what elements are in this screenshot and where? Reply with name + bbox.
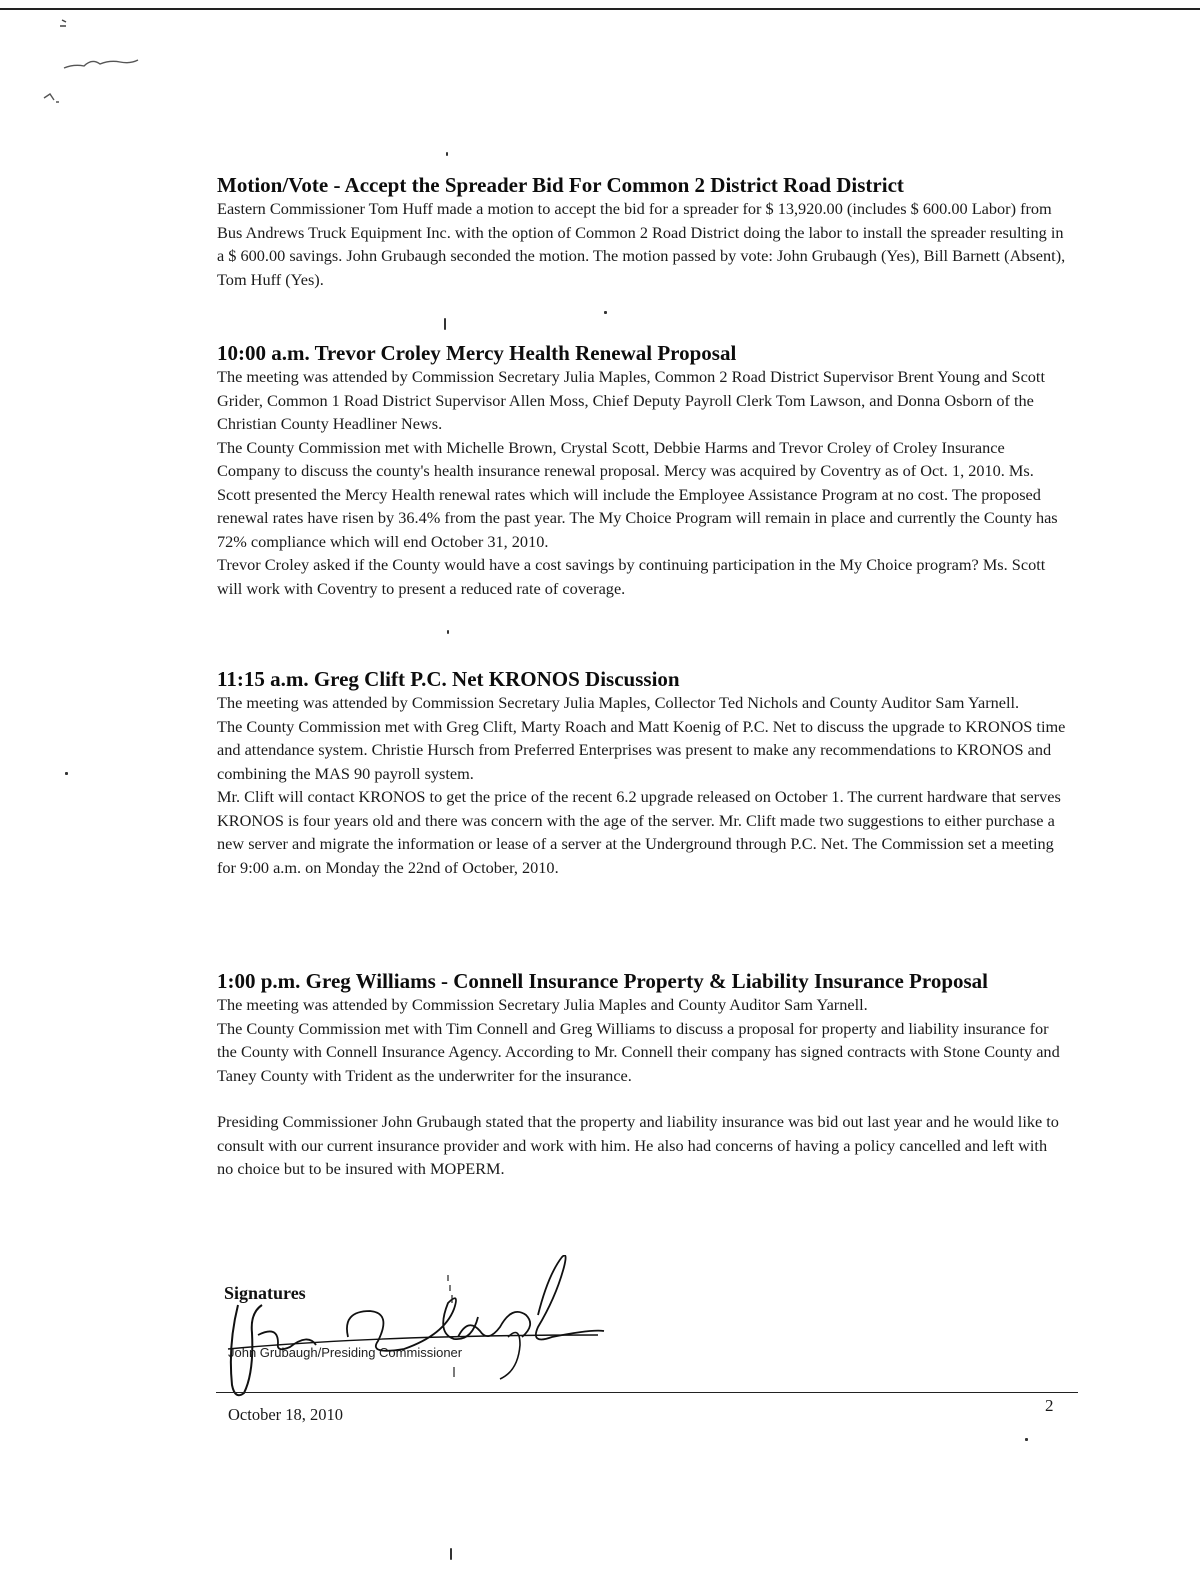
section-paragraph: The County Commission met with Greg Clift, Marty Roach and Matt Koenig of P.C. Net to discuss the upgrade to KRONOS time and attendance system. Christie Hursch from Preferred Enterprises was present to make any recommendations to KRONOS and combining the MAS 90 payroll system.: [217, 716, 1066, 783]
section-heading: 1:00 p.m. Greg Williams - Connell Insurance Property & Liability Insurance Proposal: [217, 969, 989, 993]
scan-speck: [444, 318, 446, 330]
section-paragraph: Mr. Clift will contact KRONOS to get the price of the recent 6.2 upgrade released on October 1. The current hardware that serves KRONOS is four years old and there was concern with the age of the server. Mr. Clift made two suggestions to either purchase a new server and migrate the information or lease of a server at the Underground through P.C. Net. The Commission set a meeting for 9:00 a.m. on Monday the 22nd of October, 2010.: [217, 787, 1061, 877]
section-paragraph: Eastern Commissioner Tom Huff made a motion to accept the bid for a spreader for $ 13,920.00 (includes $ 600.00 Labor) from Bus Andrews Truck Equipment Inc. with the option of Common 2 Road District doing the labor to install the spreader resulting in a $ 600.00 savings. John Grubaugh seconded the motion. The motion passed by vote: John Grubaugh (Yes), Bill Barnett (Absent), Tom Huff (Yes).: [217, 199, 1066, 289]
scan-artifact-marks: [40, 10, 200, 120]
handwritten-signature: [208, 1255, 628, 1405]
page-number: 2: [1045, 1396, 1054, 1415]
section-paragraph: Presiding Commissioner John Grubaugh stated that the property and liability insurance was bid out last year and he would like to consult with our current insurance provider and work with him. He also had concerns of having a policy cancelled and left with no choice but to be insured with MOPERM.: [217, 1112, 1059, 1178]
section-paragraph: Trevor Croley asked if the County would have a cost savings by continuing participation in the My Choice program? Ms. Scott will work with Coventry to present a reduced rate of coverage.: [217, 555, 1046, 598]
signatures-label: Signatures: [224, 1283, 306, 1303]
section-paragraph: The County Commission met with Tim Connell and Greg Williams to discuss a proposal for property and liability insurance for the County with Connell Insurance Agency. According to Mr. Connell their company has signed contracts with Stone County and Taney County with Trident as the underwriter for the insurance.: [217, 1018, 1060, 1085]
section-heading: 10:00 a.m. Trevor Croley Mercy Health Renewal Proposal: [217, 341, 737, 365]
scan-speck: [447, 630, 449, 634]
scan-speck: [450, 1548, 452, 1560]
paragraph-spacer: [217, 1087, 1067, 1110]
section-paragraph: The County Commission met with Michelle Brown, Crystal Scott, Debbie Harms and Trevor Croley of Croley Insurance Company to discuss the county's health insurance renewal proposal. Mercy was acquired by Coventry as of Oct. 1, 2010. Ms. Scott presented the Mercy Health renewal rates which will include the Employee Assistance Program at no cost. The proposed renewal rates have risen by 36.4% from the past year. The My Choice Program will remain in place and currently the County has 72% compliance which will end October 31, 2010.: [217, 437, 1058, 551]
signature-block: [208, 1255, 628, 1385]
section-paragraph: The meeting was attended by Commission Secretary Julia Maples and County Auditor Sam Yarnell.: [217, 995, 868, 1014]
scan-speck: [604, 311, 607, 314]
footer-date: October 18, 2010: [228, 1405, 344, 1424]
agenda-section-spreader-bid: [217, 173, 1067, 291]
section-heading: Motion/Vote - Accept the Spreader Bid For Common 2 District Road District: [217, 173, 904, 197]
agenda-section-kronos: [217, 667, 1067, 879]
scan-speck: [1025, 1438, 1028, 1441]
agenda-section-mercy-health: [217, 341, 1067, 600]
section-paragraph: The meeting was attended by Commission Secretary Julia Maples, Common 2 Road District Supervisor Brent Young and Scott Grider, Common 1 Road District Supervisor Allen Moss, Chief Deputy Payroll Clerk Tom Lawson, and Donna Osborn of the Christian County Headliner News.: [217, 367, 1045, 433]
scan-speck: [65, 772, 68, 775]
footer-rule: [216, 1392, 1078, 1393]
agenda-section-connell-insurance: [217, 969, 1067, 1181]
signer-name-title: John Grubaugh/Presiding Commissioner: [228, 1345, 463, 1360]
scan-speck: [446, 152, 448, 156]
section-paragraph: The meeting was attended by Commission Secretary Julia Maples, Collector Ted Nichols and County Auditor Sam Yarnell.: [217, 693, 1020, 712]
section-heading: 11:15 a.m. Greg Clift P.C. Net KRONOS Discussion: [217, 667, 680, 691]
